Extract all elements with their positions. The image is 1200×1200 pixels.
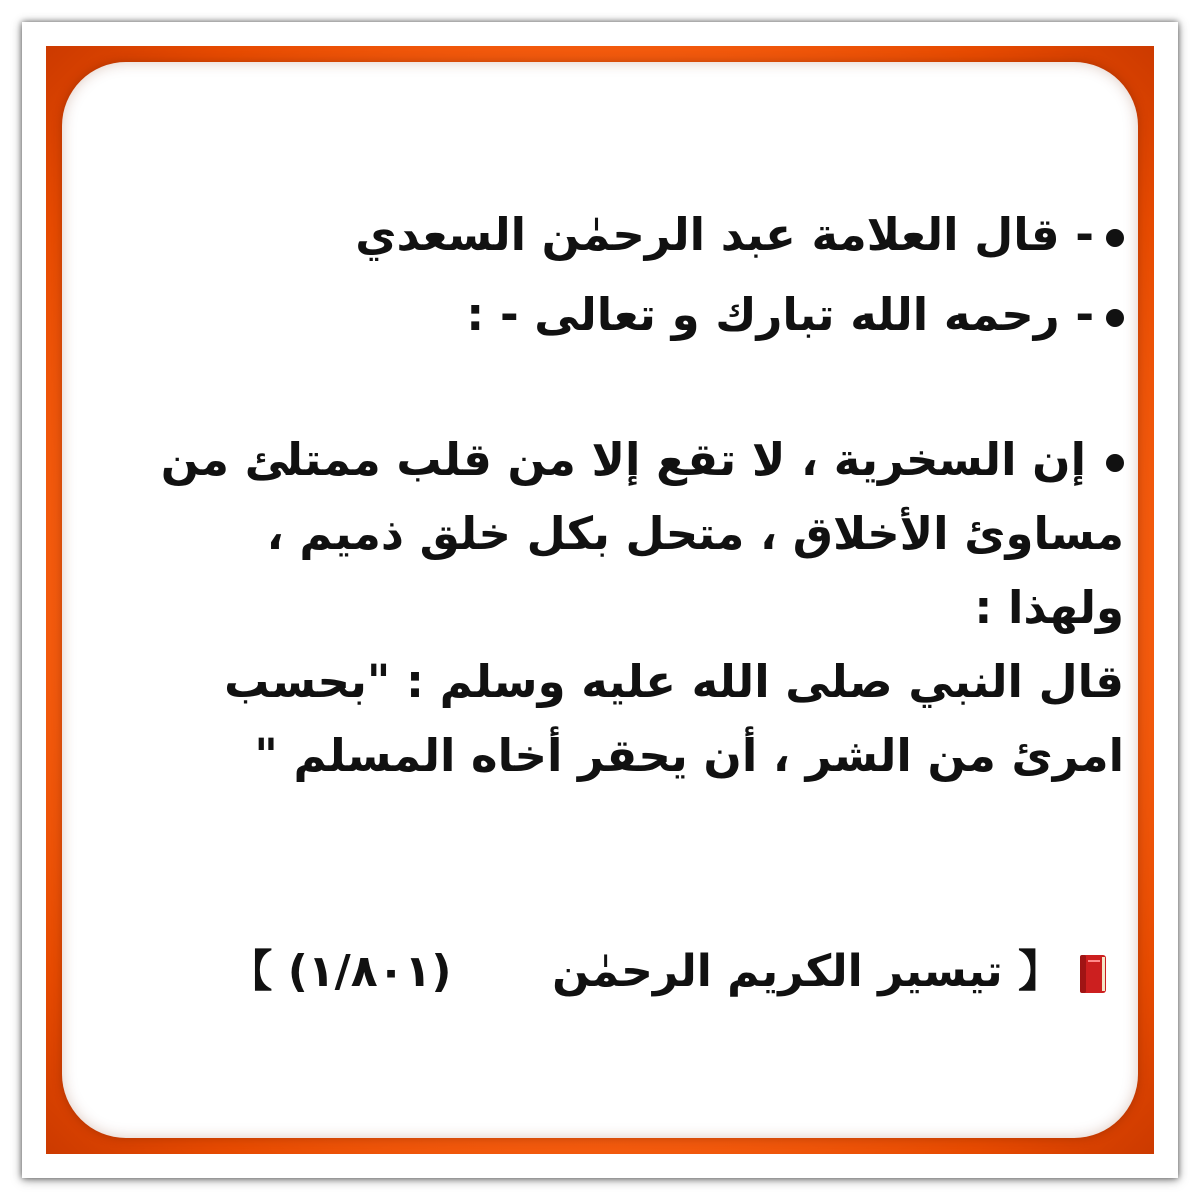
bullet-icon — [1106, 454, 1124, 472]
orange-border — [46, 46, 1154, 1154]
red-book-icon — [1078, 954, 1108, 994]
source-bracket-close: 】 — [228, 946, 273, 997]
heading-block — [224, 208, 1124, 352]
source-title: تيسير الكريم الرحمٰن — [552, 946, 1003, 997]
bullet-icon — [1106, 229, 1124, 247]
source-bracket-open: 【 — [1018, 946, 1062, 997]
body-block — [160, 433, 1124, 817]
body-line-4 — [224, 655, 1124, 708]
photo-frame — [22, 22, 1178, 1178]
source-line — [228, 946, 1062, 997]
source-block — [162, 946, 1062, 1010]
body-line-2 — [266, 507, 1124, 560]
body-text-5: امرئ من الشر ، أن يحقر أخاه المسلم " — [254, 729, 1124, 782]
body-line-1 — [160, 433, 1124, 486]
body-text-2: مساوئ الأخلاق ، متحل بكل خلق ذميم ، — [266, 507, 1124, 560]
heading-line-1 — [355, 208, 1124, 261]
body-line-3 — [974, 581, 1124, 634]
body-line-5 — [254, 729, 1124, 782]
source-reference: (١/٨٠١) — [287, 946, 452, 997]
heading-text-1: - قال العلامة عبد الرحمٰن السعدي — [355, 208, 1094, 261]
body-text-1: إن السخرية ، لا تقع إلا من قلب ممتلئ من — [160, 433, 1086, 486]
bullet-icon — [1106, 309, 1124, 327]
body-text-3: ولهذا : — [974, 581, 1124, 634]
heading-text-2: - رحمه الله تبارك و تعالى - : — [466, 288, 1094, 341]
body-text-4: قال النبي صلى الله عليه وسلم : "بحسب — [224, 655, 1124, 708]
heading-line-2 — [466, 288, 1124, 341]
quote-card — [62, 62, 1138, 1138]
